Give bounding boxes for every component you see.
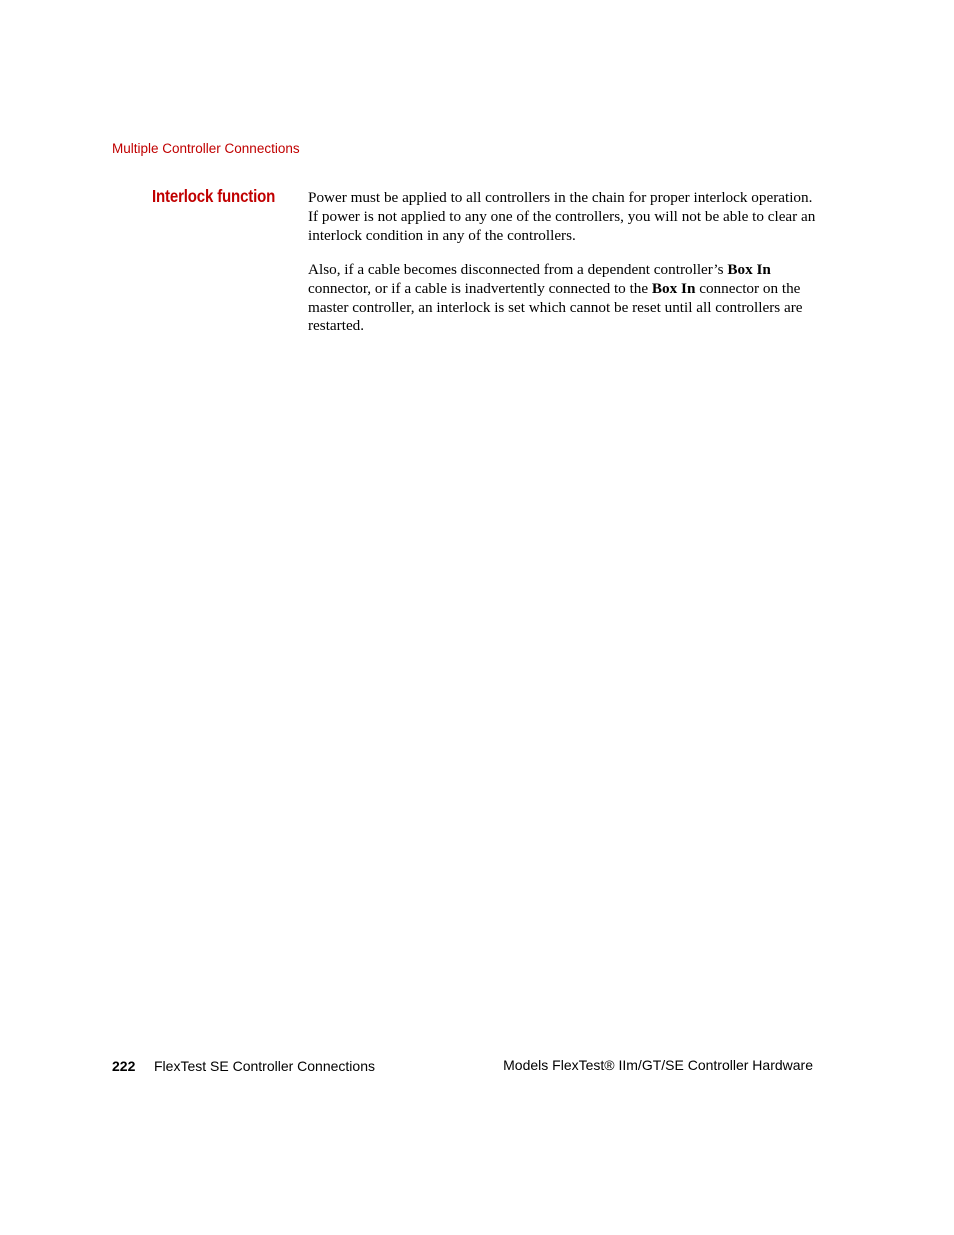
footer-book-title: Models FlexTest® IIm/GT/SE Controller Hardware [503,1057,813,1073]
paragraph-2-text-2: connector, or if a cable is inadvertently connected to the [308,279,652,297]
page-number: 222 [112,1058,136,1074]
paragraph-2-text-3: connector on the master controller, an interlock is set which cannot be reset until all controllers are restarted. [308,279,803,335]
paragraph-2-text-1: Also, if a cable becomes disconnected from a dependent controller’s [308,260,728,278]
running-head: Multiple Controller Connections [112,141,300,156]
paragraph-2 [308,261,820,337]
footer-chapter-title: FlexTest SE Controller Connections [154,1058,375,1074]
body-text [308,189,820,351]
paragraph-1: Power must be applied to all controllers in the chain for proper interlock operation. If power is not applied to any one of the controllers, you will not be able to clear an interlock condition in any of the controllers. [308,189,816,244]
section-heading: Interlock function [152,186,276,206]
box-in-term-1: Box In [727,260,771,278]
box-in-term-2: Box In [651,279,696,297]
